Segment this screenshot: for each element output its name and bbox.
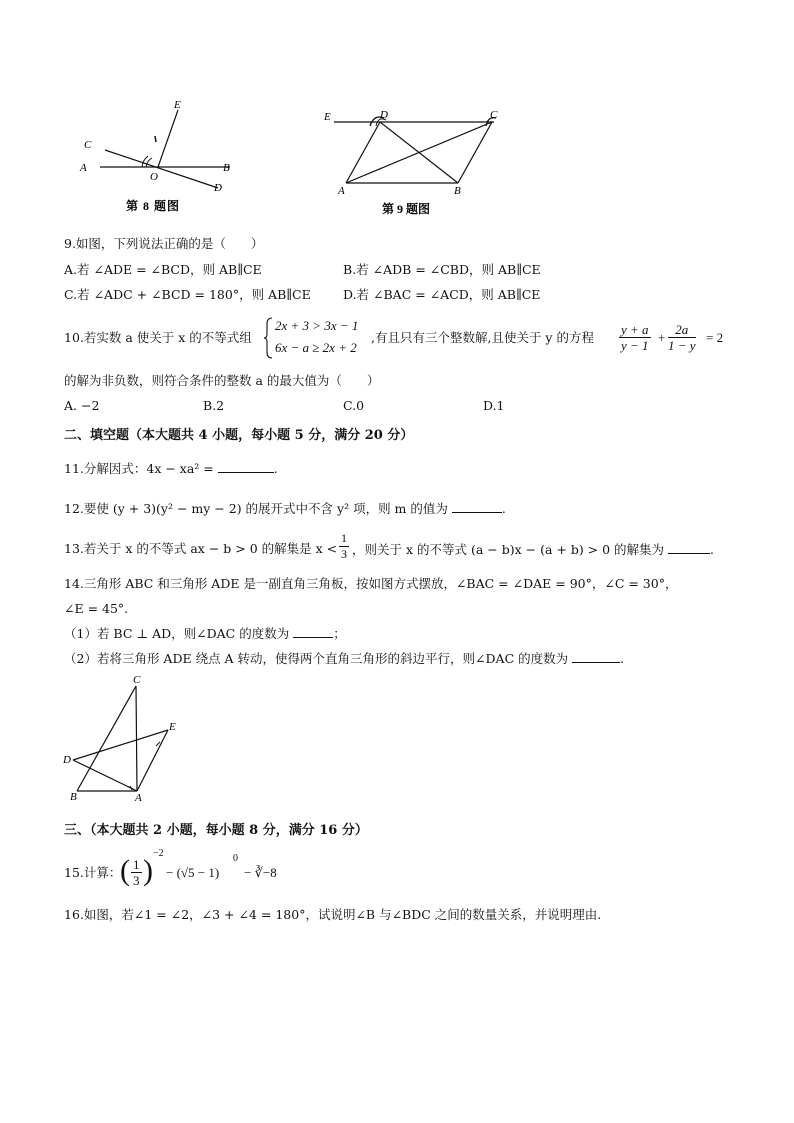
- label-d: D: [214, 182, 222, 194]
- ray-oe: [158, 110, 178, 167]
- q12-end: .: [501, 501, 506, 516]
- q11-answer-blank[interactable]: [218, 460, 274, 473]
- label-c: C: [133, 674, 141, 686]
- q14-sub2-end: .: [620, 651, 625, 666]
- label-b: B: [70, 791, 77, 803]
- q10-frac2: [668, 322, 696, 353]
- line-ae: [137, 730, 168, 791]
- label-a: A: [338, 185, 345, 197]
- angle-arc: [142, 156, 148, 167]
- q15-rparen: ): [143, 854, 153, 887]
- label-d: D: [63, 754, 71, 766]
- line-da: [73, 760, 137, 791]
- section-2-heading: 二、填空题（本大题共 4 小题，每小题 5 分，满分 20 分）: [64, 428, 414, 443]
- q9-stem: 9.如图，下列说法正确的是（ ）: [64, 236, 264, 251]
- q15-frac: [131, 857, 142, 888]
- fig9-caption: 第 9 题图: [382, 202, 431, 216]
- q14-sub1: （1）若 BC ⊥ AD，则∠DAC 的度数为: [64, 626, 290, 641]
- q10-brace: [264, 316, 274, 360]
- label-c: C: [84, 139, 92, 151]
- figure-8: [70, 98, 250, 216]
- label-e: E: [169, 721, 176, 733]
- q10-plus: +: [658, 330, 666, 345]
- q10-option-d: D.1: [483, 398, 505, 413]
- q10-option-b: B.2: [203, 398, 225, 413]
- q13-pre: 13.若关于 x 的不等式 ax − b > 0 的解集是 x <: [64, 541, 338, 556]
- q10-ineq1: 2x + 3 > 3x − 1: [275, 318, 359, 333]
- q13-answer-blank[interactable]: [668, 541, 710, 554]
- q10-frac1: [619, 322, 651, 353]
- q13-frac-den: 3: [341, 547, 347, 561]
- label-o: O: [150, 171, 158, 183]
- q14-sub1-end: ；: [333, 626, 346, 641]
- q16-text: 16.如图，若∠1 = ∠2，∠3 + ∠4 = 180°，试说明∠B 与∠BDC 之间的数量关系，并说明理由.: [64, 907, 602, 922]
- q15-frac-num: 1: [133, 857, 140, 872]
- q10-mid: ,有且只有三个整数解,且使关于 y 的方程: [371, 330, 594, 345]
- line-de: [73, 730, 168, 760]
- line-bc: [77, 686, 136, 791]
- q15-mid: − (√5 − 1): [166, 865, 220, 880]
- q15-end: − ∛−8: [244, 865, 277, 880]
- q15-frac-den: 3: [133, 873, 140, 888]
- fig8-caption: 第 8 题图: [126, 199, 181, 213]
- q10-frac2-num: 2a: [668, 322, 696, 338]
- label-b: B: [454, 185, 461, 197]
- label-e: E: [174, 99, 181, 111]
- diag-bd: [380, 122, 458, 183]
- q10-frac2-den: 1 − y: [668, 338, 696, 353]
- q10-option-c: C.0: [343, 398, 365, 413]
- q13-end: .: [710, 542, 715, 557]
- q10-ineq2: 6x − a ≥ 2x + 2: [275, 340, 357, 355]
- q14-sub1-blank[interactable]: [293, 625, 333, 638]
- label-c: C: [490, 109, 498, 121]
- line-bc: [458, 122, 492, 183]
- q15-exp1: −2: [153, 848, 164, 859]
- q9-option-b: B.若 ∠ADB = ∠CBD，则 AB∥CE: [343, 262, 541, 277]
- q10-eq: = 2: [706, 330, 724, 345]
- q13-frac-num: 1: [341, 531, 347, 545]
- label-a: A: [135, 792, 142, 804]
- line-ad: [346, 122, 380, 183]
- section-3-heading: 三、（本大题共 2 小题，每小题 8 分，满分 16 分）: [64, 823, 368, 838]
- figure-14: [60, 674, 190, 804]
- q10-option-a: A. −2: [64, 398, 100, 413]
- label-e: E: [324, 111, 331, 123]
- line-ac: [136, 686, 137, 791]
- q9-option-a: A.若 ∠ADE = ∠BCD，则 AB∥CE: [64, 262, 262, 277]
- q13-frac: [339, 531, 349, 562]
- label-a: A: [80, 162, 87, 174]
- label-d: D: [380, 109, 388, 121]
- q12-text: 12.要使 (y + 3)(y² − my − 2) 的展开式中不含 y² 项，则 m 的值为: [64, 501, 448, 516]
- q14-line1: 14.三角形 ABC 和三角形 ADE 是一副直角三角板，按如图方式摆放，∠BAC = ∠DAE = 90°，∠C = 30°，: [64, 576, 678, 591]
- q15-lparen: (: [120, 854, 130, 887]
- q9-option-c: C.若 ∠ADC + ∠BCD = 180°，则 AB∥CE: [64, 287, 311, 302]
- q14-line2: ∠E = 45°.: [64, 601, 129, 616]
- q14-sub2: （2）若将三角形 ADE 绕点 A 转动，使得两个直角三角形的斜边平行，则∠DAC 的度数为: [64, 651, 569, 666]
- q10-line2: 的解为非负数，则符合条件的整数 a 的最大值为（ ）: [64, 373, 380, 388]
- q14-sub2-blank[interactable]: [572, 650, 620, 663]
- q15-pre: 15.计算：: [64, 865, 122, 880]
- q10-frac1-den: y − 1: [621, 338, 649, 353]
- q10-pre: 10.若实数 a 使关于 x 的不等式组: [64, 330, 252, 345]
- q15-exp2: 0: [233, 853, 238, 864]
- q11-text: 11.分解因式：4x − xa² =: [64, 461, 214, 476]
- q12-answer-blank[interactable]: [452, 500, 502, 513]
- q13-post: ，则关于 x 的不等式 (a − b)x − (a + b) > 0 的解集为: [352, 542, 665, 557]
- figure-9: [318, 104, 508, 220]
- q9-option-d: D.若 ∠BAC = ∠ACD，则 AB∥CE: [343, 287, 541, 302]
- label-b: B: [223, 162, 230, 174]
- q10-frac1-num: y + a: [621, 322, 649, 337]
